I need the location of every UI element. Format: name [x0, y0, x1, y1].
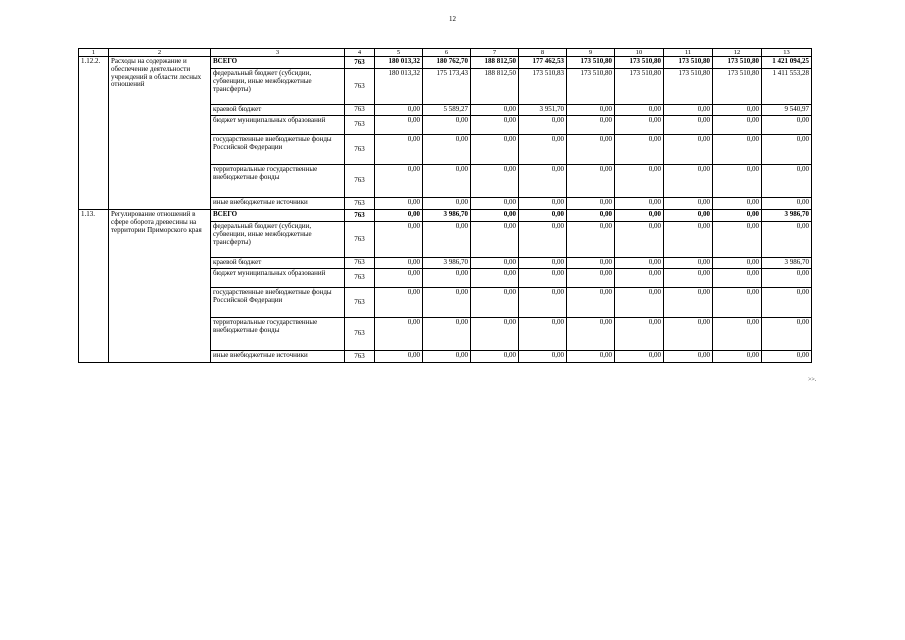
- year-value: 0,00: [519, 351, 567, 363]
- year-value: 0,00: [519, 269, 567, 288]
- continuation-mark: >>.: [808, 377, 817, 383]
- year-value: 0,00: [423, 198, 471, 210]
- year-value: 0,00: [567, 222, 615, 258]
- funding-source: иные внебюджетные источники: [211, 198, 345, 210]
- funding-source: территориальные государственные внебюджетные фонды: [211, 165, 345, 198]
- funding-source: федеральный бюджет (субсидии, субвенции, иные межбюджетные трансферты): [211, 222, 345, 258]
- year-value: 177 462,53: [519, 57, 567, 69]
- budget-code: 763: [345, 57, 375, 69]
- year-value: 0,00: [423, 351, 471, 363]
- budget-code: 763: [345, 165, 375, 198]
- year-value: 0,00: [567, 198, 615, 210]
- year-value: 5 589,27: [423, 105, 471, 116]
- year-value: 0,00: [423, 135, 471, 165]
- year-value: 0,00: [471, 222, 519, 258]
- budget-code: 763: [345, 318, 375, 351]
- year-value: 0,00: [471, 258, 519, 269]
- year-value: 0,00: [664, 222, 713, 258]
- year-value: 0,00: [567, 135, 615, 165]
- year-value: 0,00: [519, 210, 567, 222]
- column-number-row: [79, 49, 812, 57]
- year-value: 0,00: [519, 318, 567, 351]
- total-value: 3 986,70: [762, 258, 812, 269]
- year-value: 0,00: [375, 258, 423, 269]
- total-value: 0,00: [762, 135, 812, 165]
- year-value: 0,00: [664, 318, 713, 351]
- year-value: 3 951,70: [519, 105, 567, 116]
- section-name: Регулирование отношений в сфере оборота древесины на территории Приморского края: [109, 210, 211, 363]
- total-value: 0,00: [762, 318, 812, 351]
- column-number: 6: [423, 49, 471, 57]
- column-number: 2: [109, 49, 211, 57]
- year-value: 0,00: [567, 116, 615, 135]
- year-value: 175 173,43: [423, 69, 471, 105]
- year-value: 0,00: [471, 135, 519, 165]
- year-value: 180 013,32: [375, 69, 423, 105]
- funding-source: государственные внебюджетные фонды Российской Федерации: [211, 288, 345, 318]
- year-value: 0,00: [713, 135, 762, 165]
- year-value: 0,00: [713, 165, 762, 198]
- year-value: 0,00: [664, 165, 713, 198]
- budget-code: 763: [345, 269, 375, 288]
- year-value: 0,00: [471, 351, 519, 363]
- table-row: [79, 57, 812, 69]
- year-value: 0,00: [615, 135, 664, 165]
- year-value: 0,00: [664, 198, 713, 210]
- year-value: 0,00: [471, 318, 519, 351]
- section-name: Расходы на содержание и обеспечение деятельности учреждений в области лесных отношений: [109, 57, 211, 210]
- funding-source: бюджет муниципальных образований: [211, 269, 345, 288]
- year-value: 0,00: [519, 288, 567, 318]
- year-value: 173 510,80: [664, 69, 713, 105]
- year-value: 173 510,80: [664, 57, 713, 69]
- year-value: 0,00: [664, 258, 713, 269]
- year-value: 0,00: [471, 165, 519, 198]
- year-value: 0,00: [713, 105, 762, 116]
- year-value: 0,00: [567, 105, 615, 116]
- year-value: 0,00: [519, 165, 567, 198]
- column-number: 13: [762, 49, 812, 57]
- year-value: 0,00: [664, 269, 713, 288]
- year-value: 0,00: [471, 105, 519, 116]
- year-value: 0,00: [615, 222, 664, 258]
- year-value: 0,00: [713, 222, 762, 258]
- year-value: 3 986,70: [423, 210, 471, 222]
- column-number: 1: [79, 49, 109, 57]
- budget-code: 763: [345, 222, 375, 258]
- column-number: 7: [471, 49, 519, 57]
- year-value: 0,00: [615, 198, 664, 210]
- year-value: 0,00: [471, 198, 519, 210]
- funding-source: ВСЕГО: [211, 57, 345, 69]
- table-row: [79, 210, 812, 222]
- year-value: 0,00: [519, 198, 567, 210]
- year-value: 0,00: [567, 269, 615, 288]
- year-value: 0,00: [375, 116, 423, 135]
- total-value: 0,00: [762, 116, 812, 135]
- year-value: 173 510,80: [713, 69, 762, 105]
- year-value: 173 510,80: [615, 57, 664, 69]
- year-value: 173 510,80: [567, 57, 615, 69]
- year-value: 0,00: [375, 351, 423, 363]
- funding-source: ВСЕГО: [211, 210, 345, 222]
- year-value: 0,00: [567, 351, 615, 363]
- year-value: 0,00: [375, 318, 423, 351]
- column-number: 10: [615, 49, 664, 57]
- budget-code: 763: [345, 288, 375, 318]
- year-value: 0,00: [664, 105, 713, 116]
- funding-source: государственные внебюджетные фонды Российской Федерации: [211, 135, 345, 165]
- year-value: 0,00: [615, 105, 664, 116]
- year-value: 188 812,50: [471, 69, 519, 105]
- funding-source: федеральный бюджет (субсидии, субвенции, иные межбюджетные трансферты): [211, 69, 345, 105]
- section-number: 1.12.2.: [79, 57, 109, 210]
- year-value: 0,00: [567, 258, 615, 269]
- budget-code: 763: [345, 116, 375, 135]
- funding-source: краевой бюджет: [211, 105, 345, 116]
- year-value: 0,00: [615, 288, 664, 318]
- year-value: 0,00: [615, 165, 664, 198]
- funding-source: краевой бюджет: [211, 258, 345, 269]
- year-value: 0,00: [713, 269, 762, 288]
- year-value: 0,00: [615, 116, 664, 135]
- total-value: 0,00: [762, 288, 812, 318]
- total-value: 0,00: [762, 165, 812, 198]
- year-value: 0,00: [713, 116, 762, 135]
- funding-source: бюджет муниципальных образований: [211, 116, 345, 135]
- year-value: 0,00: [615, 269, 664, 288]
- year-value: 0,00: [423, 318, 471, 351]
- budget-code: 763: [345, 69, 375, 105]
- year-value: 0,00: [519, 116, 567, 135]
- funding-source: территориальные государственные внебюджетные фонды: [211, 318, 345, 351]
- year-value: 0,00: [519, 135, 567, 165]
- year-value: 0,00: [423, 116, 471, 135]
- budget-code: 763: [345, 351, 375, 363]
- year-value: 173 510,80: [567, 69, 615, 105]
- year-value: 188 812,50: [471, 57, 519, 69]
- year-value: 173 510,80: [615, 69, 664, 105]
- column-number: 8: [519, 49, 567, 57]
- table-body: [79, 49, 812, 363]
- column-number: 4: [345, 49, 375, 57]
- year-value: 0,00: [375, 210, 423, 222]
- total-value: 0,00: [762, 198, 812, 210]
- year-value: 0,00: [664, 288, 713, 318]
- year-value: 0,00: [519, 258, 567, 269]
- year-value: 0,00: [375, 198, 423, 210]
- budget-code: 763: [345, 198, 375, 210]
- year-value: 0,00: [615, 258, 664, 269]
- year-value: 173 510,83: [519, 69, 567, 105]
- year-value: 0,00: [567, 210, 615, 222]
- budget-table: [78, 48, 812, 363]
- year-value: 0,00: [375, 269, 423, 288]
- total-value: 1 421 094,25: [762, 57, 812, 69]
- year-value: 0,00: [423, 222, 471, 258]
- section-number: 1.13.: [79, 210, 109, 363]
- year-value: 0,00: [375, 222, 423, 258]
- year-value: 0,00: [713, 288, 762, 318]
- year-value: 173 510,80: [713, 57, 762, 69]
- year-value: 0,00: [471, 288, 519, 318]
- total-value: 0,00: [762, 351, 812, 363]
- year-value: 0,00: [471, 210, 519, 222]
- year-value: 0,00: [664, 116, 713, 135]
- total-value: 0,00: [762, 269, 812, 288]
- budget-code: 763: [345, 105, 375, 116]
- year-value: 0,00: [375, 135, 423, 165]
- year-value: 0,00: [375, 105, 423, 116]
- year-value: 0,00: [423, 269, 471, 288]
- budget-code: 763: [345, 258, 375, 269]
- year-value: 0,00: [713, 318, 762, 351]
- year-value: 180 762,70: [423, 57, 471, 69]
- year-value: 0,00: [713, 351, 762, 363]
- year-value: 0,00: [713, 258, 762, 269]
- column-number: 11: [664, 49, 713, 57]
- budget-code: 763: [345, 135, 375, 165]
- total-value: 3 986,70: [762, 210, 812, 222]
- year-value: 0,00: [375, 288, 423, 318]
- column-number: 5: [375, 49, 423, 57]
- page-number: 12: [449, 15, 456, 23]
- year-value: 0,00: [423, 165, 471, 198]
- year-value: 0,00: [713, 210, 762, 222]
- year-value: 3 986,70: [423, 258, 471, 269]
- column-number: 9: [567, 49, 615, 57]
- year-value: 0,00: [713, 198, 762, 210]
- total-value: 1 411 553,28: [762, 69, 812, 105]
- year-value: 0,00: [519, 222, 567, 258]
- year-value: 0,00: [615, 351, 664, 363]
- year-value: 180 013,32: [375, 57, 423, 69]
- year-value: 0,00: [664, 210, 713, 222]
- year-value: 0,00: [567, 165, 615, 198]
- year-value: 0,00: [375, 165, 423, 198]
- year-value: 0,00: [664, 351, 713, 363]
- total-value: 0,00: [762, 222, 812, 258]
- year-value: 0,00: [471, 116, 519, 135]
- funding-source: иные внебюджетные источники: [211, 351, 345, 363]
- year-value: 0,00: [423, 288, 471, 318]
- column-number: 12: [713, 49, 762, 57]
- year-value: 0,00: [471, 269, 519, 288]
- year-value: 0,00: [615, 210, 664, 222]
- year-value: 0,00: [615, 318, 664, 351]
- year-value: 0,00: [664, 135, 713, 165]
- column-number: 3: [211, 49, 345, 57]
- total-value: 9 540,97: [762, 105, 812, 116]
- year-value: 0,00: [567, 288, 615, 318]
- year-value: 0,00: [567, 318, 615, 351]
- budget-code: 763: [345, 210, 375, 222]
